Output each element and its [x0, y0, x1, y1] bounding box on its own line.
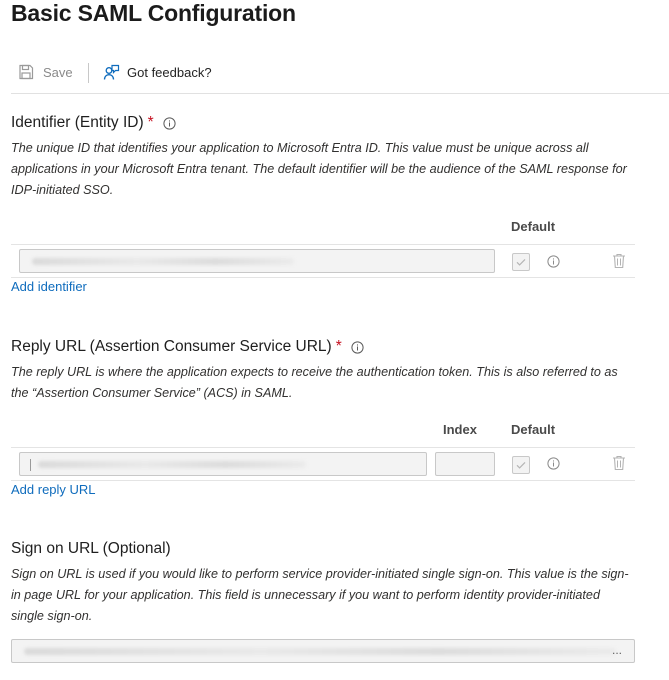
signon-description: Sign on URL is used if you would like to perform service provider-initiated single sign-on. This value is the sign-in page URL for your application. This field is unnecessary if you want to perform identity provider-initiated single sign-on.	[11, 567, 629, 623]
signon-heading	[11, 540, 171, 558]
table-divider	[11, 244, 635, 245]
info-icon[interactable]	[351, 341, 364, 354]
text-cursor	[30, 459, 31, 471]
info-icon[interactable]	[547, 255, 560, 268]
identifier-description: The unique ID that identifies your application to Microsoft Entra ID. This value must be unique across all applications in your Microsoft Entra tenant. The default identifier will be the audience of the SAML response for IDP-initiated SSO.	[11, 141, 627, 197]
add-reply-url-link[interactable]: Add reply URL	[11, 482, 96, 497]
signon-url-input[interactable]	[11, 639, 635, 663]
redacted-value	[24, 648, 616, 655]
save-button[interactable]	[18, 64, 73, 80]
identifier-label: Identifier (Entity ID)	[11, 114, 144, 131]
table-divider	[11, 277, 635, 278]
reply-default-header: Default	[511, 422, 556, 437]
reply-index-input[interactable]	[435, 452, 495, 476]
table-divider	[11, 447, 635, 448]
reply-url-input[interactable]	[19, 452, 427, 476]
identifier-heading	[11, 114, 176, 132]
feedback-button[interactable]	[103, 64, 212, 81]
required-mark: *	[335, 338, 342, 355]
table-divider	[11, 480, 635, 481]
reply-default-checkbox[interactable]	[512, 456, 530, 474]
info-icon[interactable]	[547, 457, 560, 470]
reply-heading	[11, 338, 364, 356]
info-icon[interactable]	[163, 117, 176, 130]
identifier-default-header: Default	[511, 219, 556, 234]
save-label: Save	[43, 64, 73, 80]
add-identifier-link[interactable]: Add identifier	[11, 279, 87, 294]
feedback-person-icon	[103, 64, 120, 81]
checkmark-icon	[515, 256, 527, 268]
checkmark-icon	[515, 459, 527, 471]
reply-description: The reply URL is where the application expects to receive the authentication token. This is also referred to as the “Assertion Consumer Service” (ACS) in SAML.	[11, 365, 618, 400]
required-mark: *	[147, 114, 154, 131]
save-icon	[18, 64, 34, 80]
signon-label: Sign on URL (Optional)	[11, 540, 171, 557]
redacted-value	[32, 258, 294, 265]
redacted-value	[38, 461, 306, 468]
toolbar-divider-line	[11, 93, 669, 94]
trash-icon[interactable]	[612, 253, 626, 274]
overflow-ellipsis: ...	[611, 643, 622, 657]
identifier-default-checkbox[interactable]	[512, 253, 530, 271]
feedback-label: Got feedback?	[127, 65, 212, 80]
trash-icon[interactable]	[612, 455, 626, 476]
toolbar-divider	[88, 63, 89, 83]
reply-index-header: Index	[443, 422, 477, 437]
identifier-input[interactable]	[19, 249, 495, 273]
page-title: Basic SAML Configuration	[11, 0, 296, 26]
reply-label: Reply URL (Assertion Consumer Service URL)	[11, 338, 332, 355]
